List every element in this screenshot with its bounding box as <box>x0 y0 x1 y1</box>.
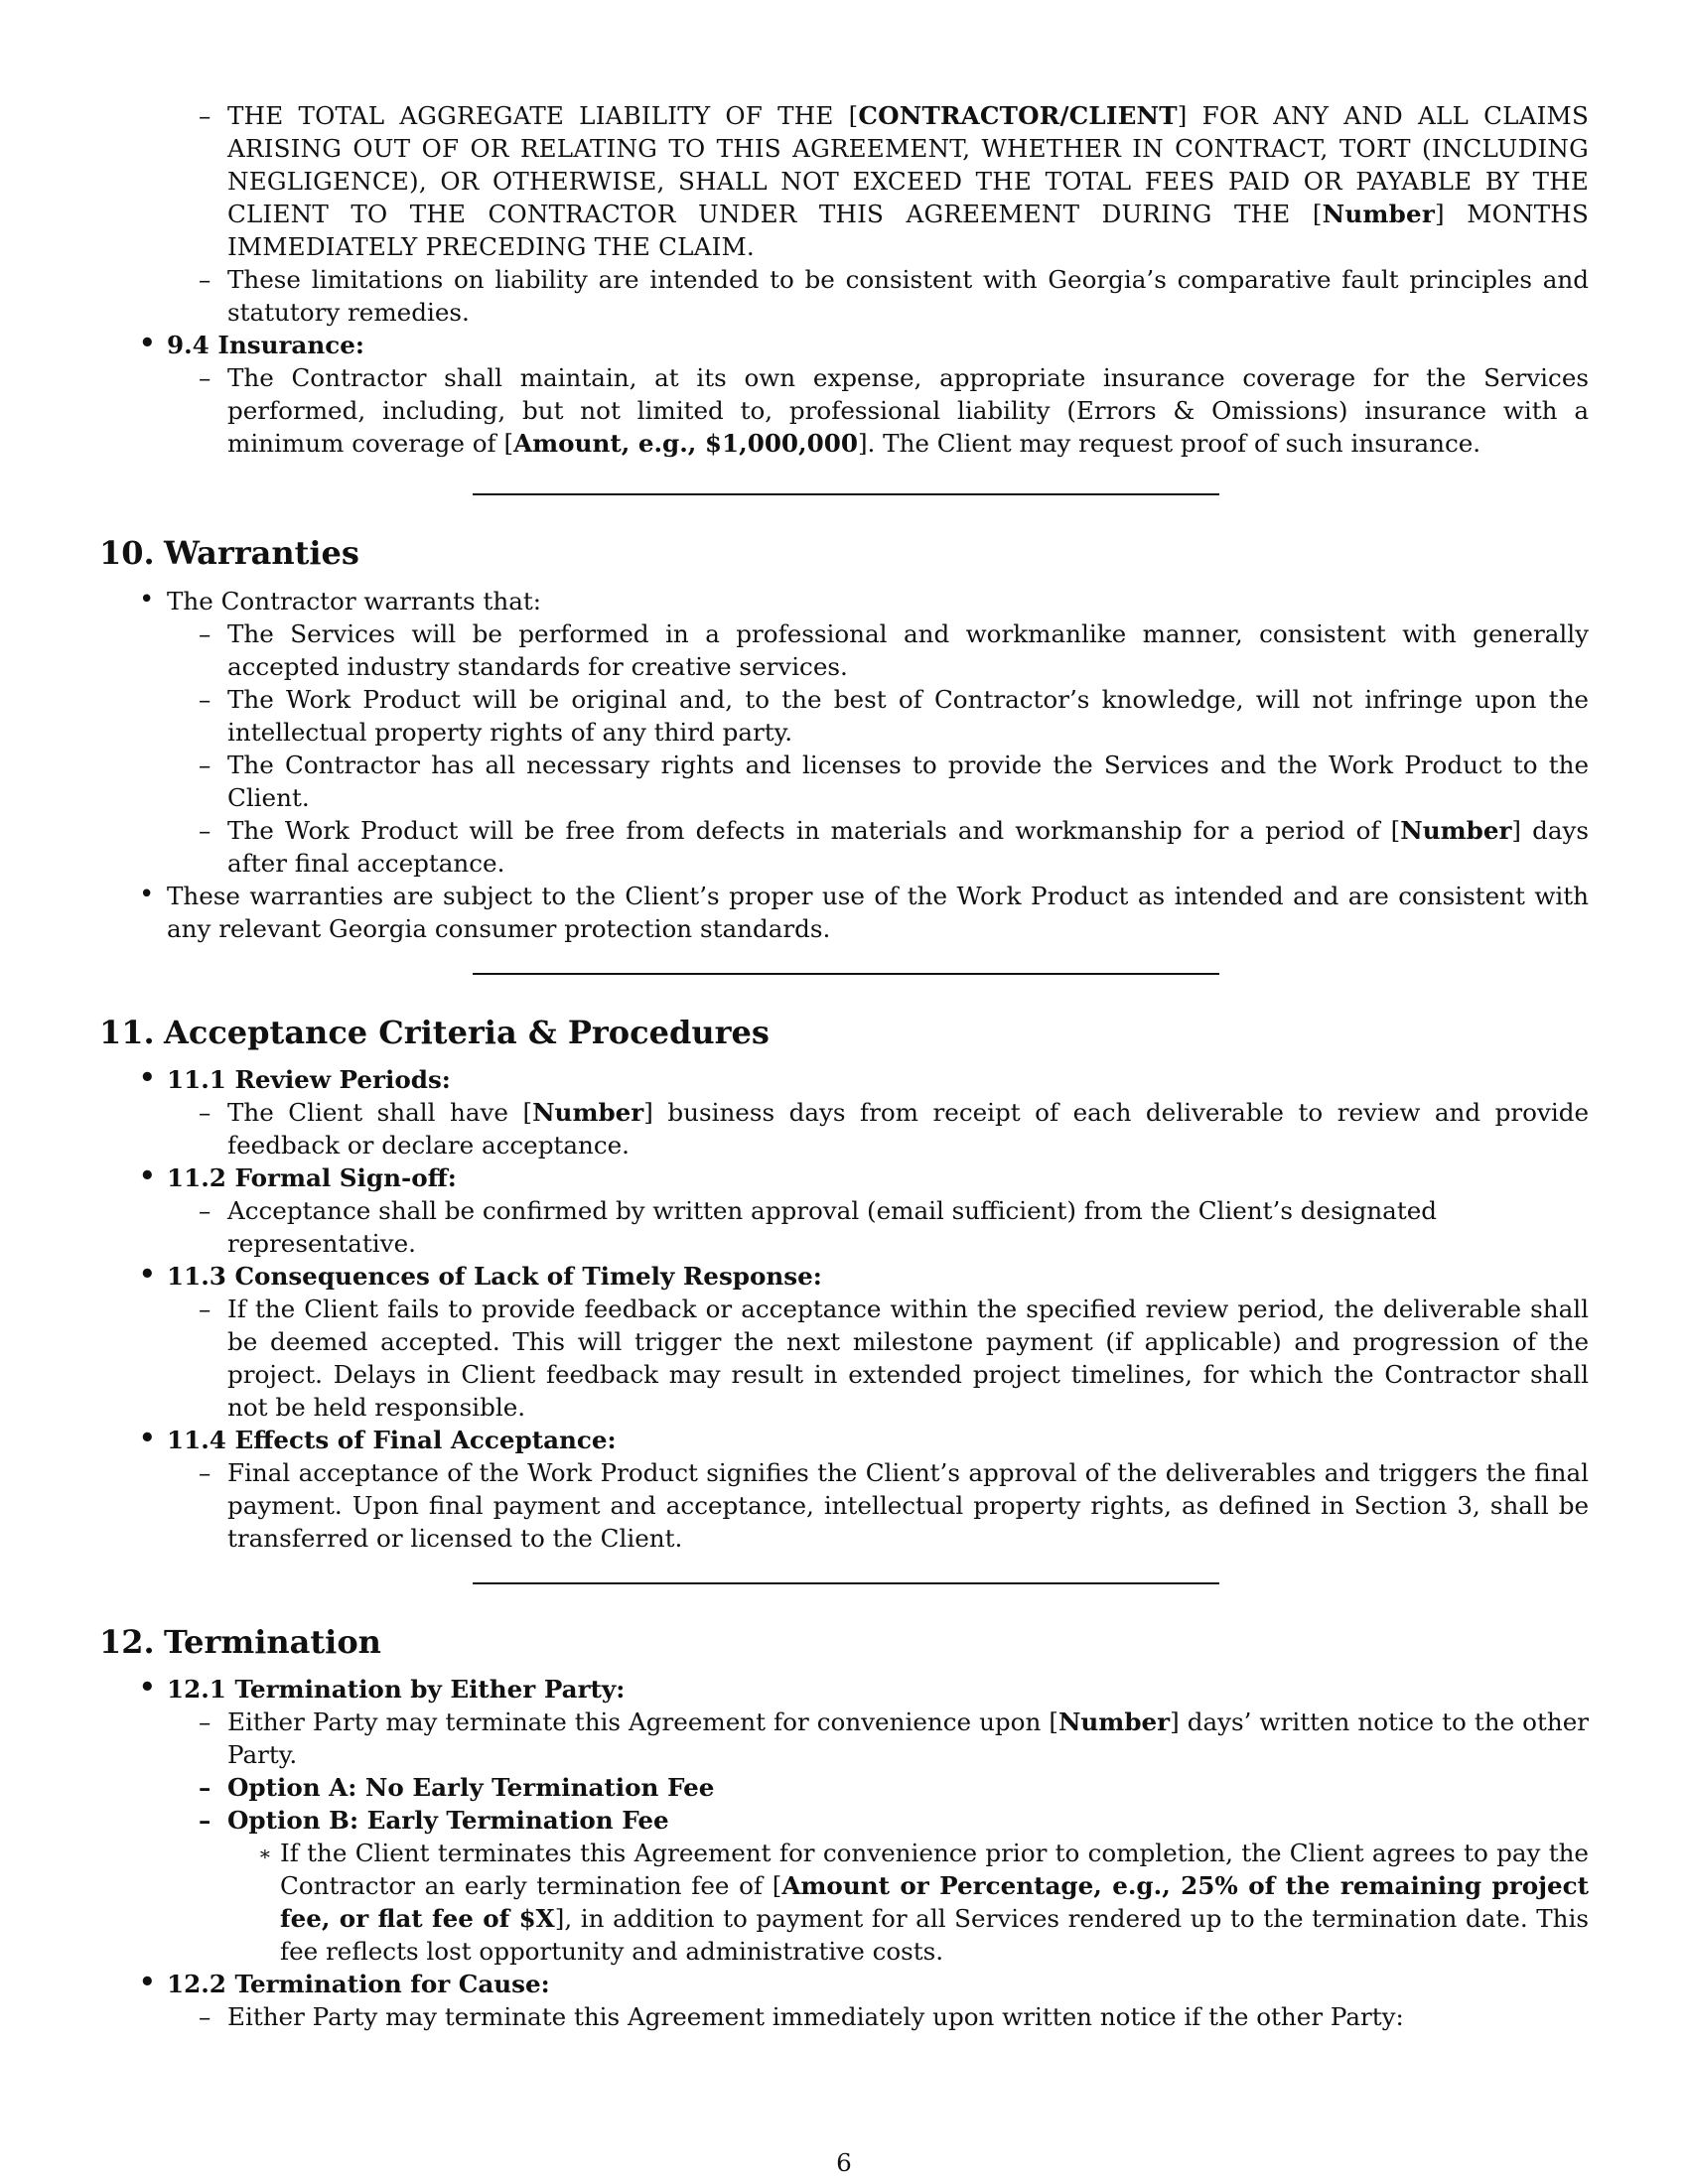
bullet-marker: • <box>139 1968 156 1997</box>
section-title: Warranties <box>164 534 359 572</box>
text-run: THE TOTAL AGGREGATE LIABILITY OF THE [ <box>227 101 859 130</box>
text-run: ], in addition to payment for all Services rendered up to the termination date. This fee reflects lost opportunity and administrative costs. <box>280 1904 1589 1966</box>
text-run: If the Client terminates this Agreement for convenience prior to completion, the Client agrees to pay the Contractor an early termination fee of [ <box>280 1839 1589 1900</box>
text-run: ] days after final acceptance. <box>227 816 1590 878</box>
section-divider <box>473 493 1219 495</box>
text-run: The Contractor has all necessary rights and licenses to provide the Services and the Work Product to the Client. <box>227 751 1589 812</box>
subsection-title: 11.1 Review Periods: <box>167 1065 451 1094</box>
dash-marker: – <box>199 1295 211 1323</box>
dash-marker: – <box>199 619 211 648</box>
signoff-heading <box>99 1161 1589 1194</box>
bullet-marker: • <box>139 1673 156 1703</box>
placeholder-field: Number <box>1322 200 1436 228</box>
option-a-item <box>99 1771 1589 1804</box>
text-run: The Work Product will be original and, to the best of Contractor’s knowledge, will not infringe upon the intellectual property rights of any third party. <box>227 685 1589 747</box>
insurance-item <box>99 361 1589 460</box>
text-run: The Client shall have [ <box>227 1098 533 1127</box>
text-run: ] days’ written notice to the other Party. <box>227 1707 1590 1769</box>
text-run: Option B: Early Termination Fee <box>227 1806 669 1835</box>
star-marker: ∗ <box>258 1842 272 1865</box>
termination-cause-item <box>99 2000 1589 2033</box>
bullet-marker: • <box>139 1424 156 1453</box>
text-run: The Contractor warrants that: <box>167 587 542 615</box>
text-run: ] MONTHS IMMEDIATELY PRECEDING THE CLAIM. <box>227 200 1589 261</box>
text-run: Final acceptance of the Work Product signifies the Client’s approval of the deliverables and triggers the final payment. Upon final payment and acceptance, intellectual property rights, as defined in Section 3, shall be transferred or licensed to the Client. <box>227 1458 1589 1553</box>
subsection-title: 11.2 Formal Sign-off: <box>167 1163 457 1192</box>
text-run: ] FOR ANY AND ALL CLAIMS ARISING OUT OF OR RELATING TO THIS AGREEMENT, WHETHER IN CONTRACT, TORT (INCLUDING NEGLIGENCE), OR OTHERWISE, SHALL NOT EXCEED THE TOTAL FEES PAID OR PAYABLE BY THE CLIENT TO THE CONTRACTOR UNDER THIS AGREEMENT DURING THE [ <box>227 101 1589 228</box>
subsection-title: 11.3 Consequences of Lack of Timely Response: <box>167 1262 822 1291</box>
warranty-item <box>99 617 1589 683</box>
section-divider <box>473 1582 1219 1584</box>
consequences-heading <box>99 1260 1589 1293</box>
warranty-item <box>99 683 1589 749</box>
insurance-heading <box>99 329 1589 361</box>
dash-marker: – <box>199 1098 211 1127</box>
section-title: Termination <box>164 1623 381 1661</box>
placeholder-field: Number <box>1057 1707 1171 1736</box>
limitations-item <box>99 263 1589 329</box>
section-title: Acceptance Criteria & Procedures <box>164 1014 770 1051</box>
final-acceptance-heading <box>99 1424 1589 1456</box>
placeholder-field: CONTRACTOR/CLIENT <box>858 101 1178 130</box>
dash-marker: – <box>199 363 211 392</box>
option-b-item <box>99 1804 1589 1837</box>
text-run: The Contractor shall maintain, at its own expense, appropriate insurance coverage for the Services performed, including, but not limited to, professional liability (Errors & Omissions) insurance with a minimum coverage of [ <box>227 363 1589 458</box>
dash-marker: – <box>199 1458 211 1487</box>
document-page <box>99 99 1589 2033</box>
review-periods-item <box>99 1096 1589 1161</box>
bullet-marker: • <box>139 1161 156 1191</box>
text-run: Option A: No Early Termination Fee <box>227 1773 715 1802</box>
signoff-item <box>99 1194 1589 1260</box>
text-run: Either Party may terminate this Agreement immediately upon written notice if the other Party: <box>227 2002 1404 2031</box>
termination-either-item <box>99 1706 1589 1771</box>
section-divider <box>473 973 1219 975</box>
consequences-item <box>99 1293 1589 1424</box>
section-number: 10. <box>99 534 155 572</box>
early-termination-fee-item <box>99 1837 1589 1968</box>
text-run: The Services will be performed in a professional and workmanlike manner, consistent with generally accepted industry standards for creative services. <box>227 619 1589 681</box>
bullet-marker: • <box>139 880 155 909</box>
warranties-intro <box>99 585 1589 617</box>
dash-marker: – <box>199 685 211 714</box>
dash-marker: – <box>199 816 211 845</box>
text-run: Either Party may terminate this Agreement for convenience upon [ <box>227 1707 1058 1736</box>
section-number: 11. <box>99 1014 155 1051</box>
text-run: These limitations on liability are intended to be consistent with Georgia’s comparative fault principles and statutory remedies. <box>227 265 1589 327</box>
placeholder-field: Amount, e.g., $1,000,000 <box>513 429 858 458</box>
text-run: ] business days from receipt of each deliverable to review and provide feedback or declare acceptance. <box>227 1098 1589 1160</box>
subsection-title: 11.4 Effects of Final Acceptance: <box>167 1426 617 1454</box>
warranty-item <box>99 814 1589 880</box>
text-run: If the Client fails to provide feedback or acceptance within the specified review period, the deliverable shall be deemed accepted. This will trigger the next milestone payment (if applicable) and progression of the project. Delays in Client feedback may result in extended project timelines, for which the Contractor shall not be held responsible. <box>227 1295 1589 1422</box>
dash-marker: – <box>199 1196 211 1225</box>
subsection-title: 12.1 Termination by Either Party: <box>167 1675 626 1704</box>
bullet-marker: • <box>139 585 155 614</box>
bullet-marker: • <box>139 329 156 358</box>
bullet-marker: • <box>139 1063 156 1093</box>
termination-either-heading <box>99 1673 1589 1706</box>
warranty-item <box>99 749 1589 814</box>
text-run: These warranties are subject to the Client’s proper use of the Work Product as intended and are consistent with any relevant Georgia consumer protection standards. <box>167 882 1589 943</box>
section-heading-termination <box>99 1622 1589 1662</box>
dash-marker: – <box>199 101 211 130</box>
placeholder-field: Number <box>532 1098 644 1127</box>
termination-cause-heading <box>99 1968 1589 2000</box>
bullet-marker: • <box>139 1260 156 1290</box>
section-heading-warranties <box>99 533 1589 573</box>
liability-cap-item <box>99 99 1589 263</box>
dash-marker: – <box>199 751 211 779</box>
subsection-title: 12.2 Termination for Cause: <box>167 1970 550 1998</box>
section-heading-acceptance <box>99 1013 1589 1052</box>
dash-marker: – <box>199 1707 211 1736</box>
dash-marker: – <box>199 265 211 294</box>
dash-marker: – <box>199 1773 211 1802</box>
text-run: ]. The Client may request proof of such insurance. <box>857 429 1481 458</box>
text-run: Acceptance shall be confirmed by written approval (email sufficient) from the Client’s designated representative. <box>227 1196 1438 1258</box>
dash-marker: – <box>199 1806 211 1835</box>
warranties-subject <box>99 880 1589 945</box>
subsection-title: 9.4 Insurance: <box>167 331 364 359</box>
text-run: The Work Product will be free from defects in materials and workmanship for a period of [ <box>227 816 1401 845</box>
placeholder-field: Amount or Percentage, e.g., 25% of the remaining project fee, or flat fee of $X <box>280 1871 1589 1933</box>
placeholder-field: Number <box>1400 816 1512 845</box>
final-acceptance-item <box>99 1456 1589 1555</box>
section-number: 12. <box>99 1623 155 1661</box>
review-periods-heading <box>99 1063 1589 1096</box>
dash-marker: – <box>199 2002 211 2031</box>
page-number: 6 <box>836 2148 852 2177</box>
